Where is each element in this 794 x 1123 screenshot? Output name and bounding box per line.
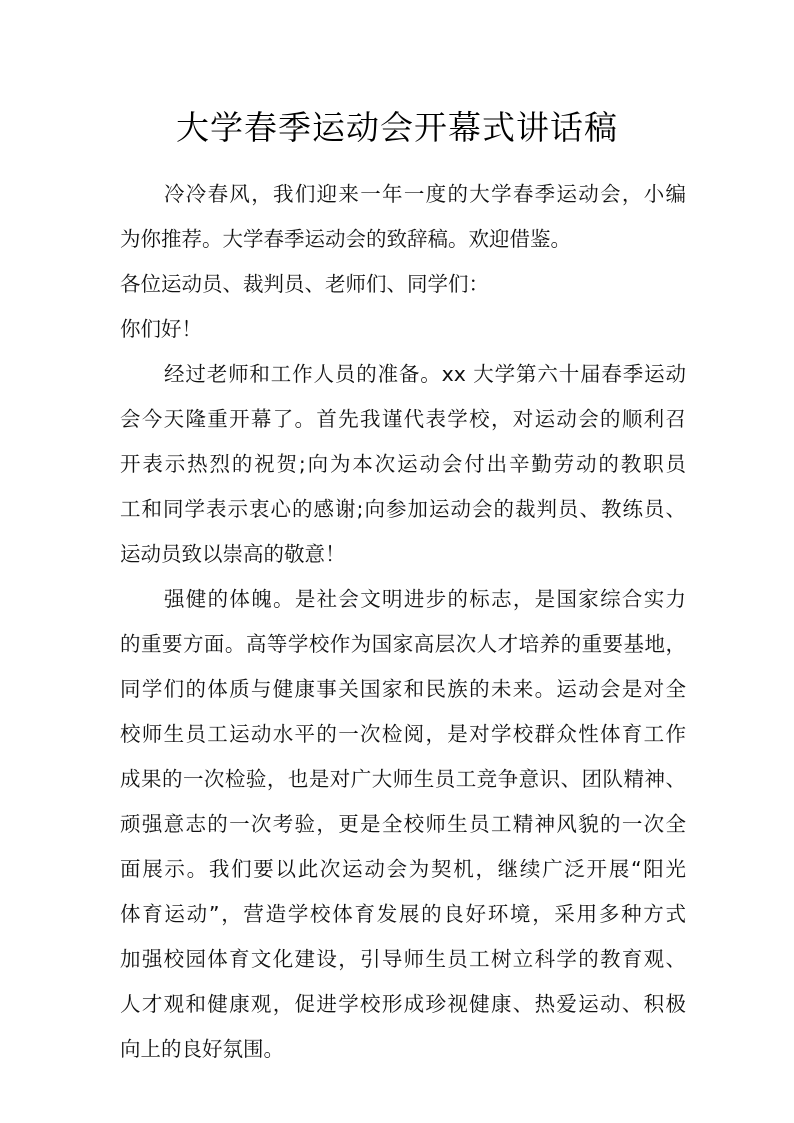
text-line: 为你推荐。大学春季运动会的致辞稿。欢迎借鉴。 — [120, 227, 571, 251]
text-line: 加强校园体育文化建设，引导师生员工树立科学的教育观、 — [120, 947, 686, 971]
text-line: 开表示热烈的祝贺;向为本次运动会付出辛勤劳动的教职员 — [120, 452, 686, 476]
text-line: 人才观和健康观，促进学校形成珍视健康、热爱运动、积极 — [120, 992, 686, 1016]
text-line: 各位运动员、裁判员、老师们、同学们： — [120, 272, 489, 296]
text-line: 体育运动”，营造学校体育发展的良好环境，采用多种方式 — [120, 902, 686, 926]
text-line: 同学们的体质与健康事关国家和民族的未来。运动会是对全 — [120, 677, 686, 701]
text-line: 运动员致以崇高的敬意！ — [120, 542, 346, 566]
text-line: 冷冷春风，我们迎来一年一度的大学春季运动会，小编 — [164, 182, 686, 206]
text-line: 顽强意志的一次考验，更是全校师生员工精神风貌的一次全 — [120, 812, 686, 836]
text-line: 向上的良好氛围。 — [120, 1037, 284, 1061]
text-line: 会今天隆重开幕了。首先我谨代表学校，对运动会的顺利召 — [120, 407, 686, 431]
text-line: 工和同学表示衷心的感谢;向参加运动会的裁判员、教练员、 — [120, 497, 686, 521]
text-line: 的重要方面。高等学校作为国家高层次人才培养的重要基地， — [120, 632, 686, 656]
text-line: 面展示。我们要以此次运动会为契机，继续广泛开展“阳光 — [120, 857, 686, 881]
text-line: 强健的体魄。是社会文明进步的标志，是国家综合实力 — [164, 587, 686, 611]
text-line: 校师生员工运动水平的一次检阅，是对学校群众性体育工作 — [120, 722, 686, 746]
text-line: 成果的一次检验，也是对广大师生员工竞争意识、团队精神、 — [120, 767, 686, 791]
text-line: 你们好！ — [120, 317, 202, 341]
document-title: 大学春季运动会开幕式讲话稿 — [176, 108, 618, 147]
document-body — [120, 172, 686, 1072]
text-line: 经过老师和工作人员的准备。xx 大学第六十届春季运动 — [164, 362, 686, 386]
